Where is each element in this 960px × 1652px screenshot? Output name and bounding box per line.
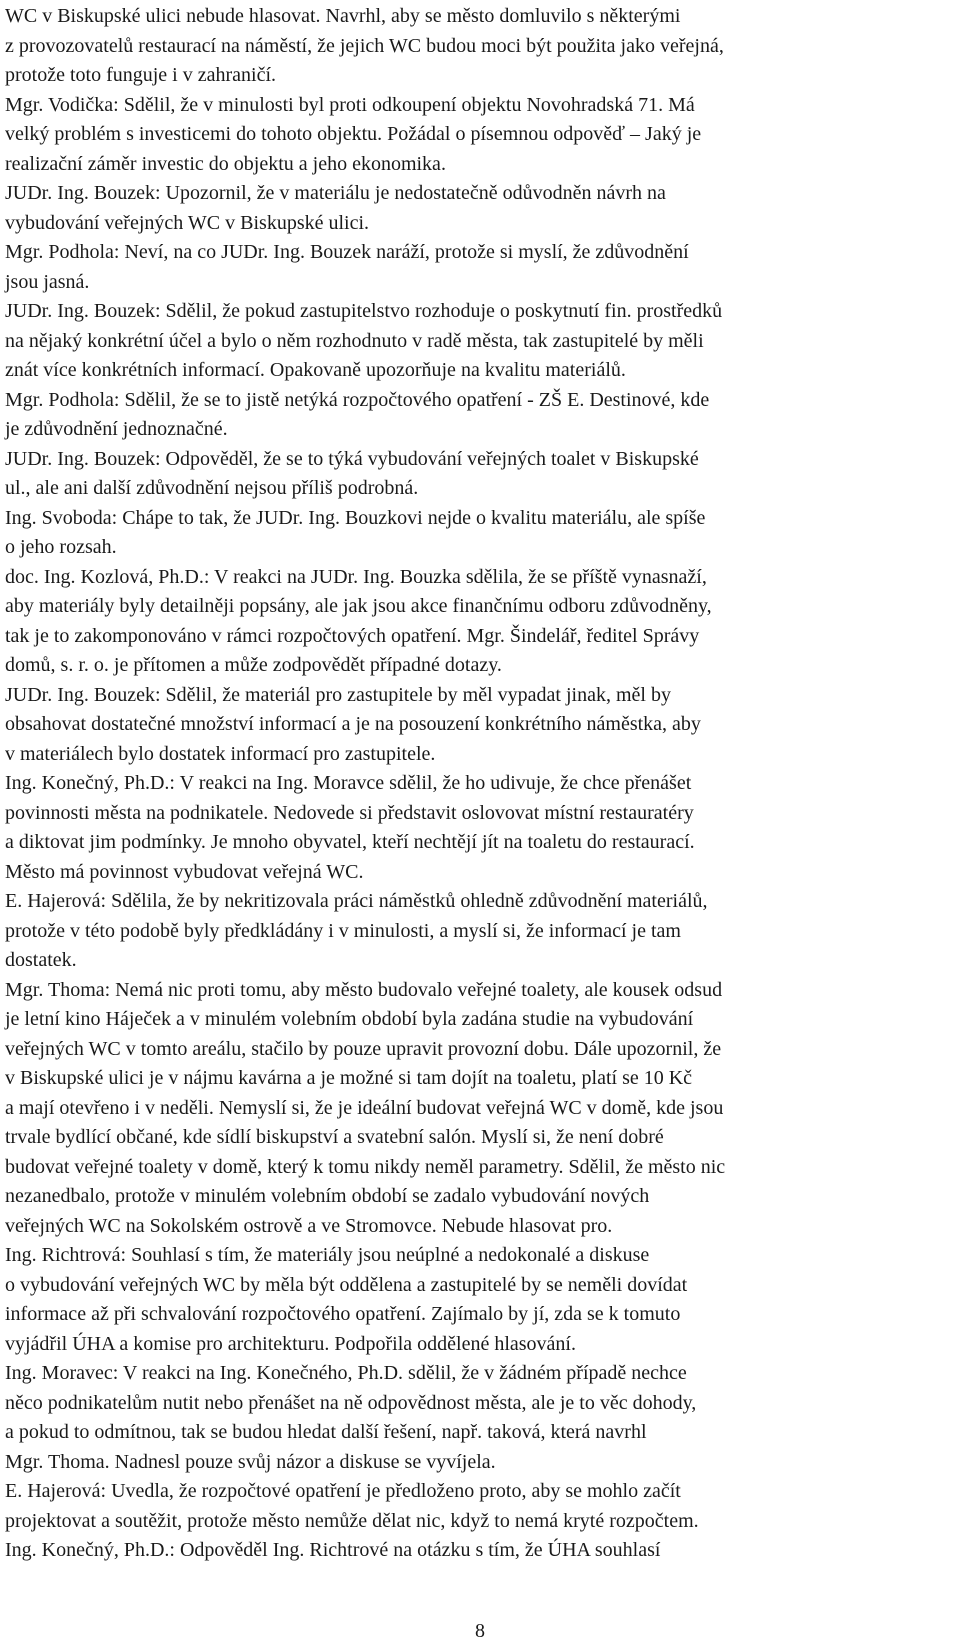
- paragraph: WC v Biskupské ulici nebude hlasovat. Navrhl, aby se město domluvilo s některými z provozovatelů restaurací na náměstí, že jejich WC budou moci být použita jako veřejná, protože toto funguje i v zahraničí.: [5, 5, 724, 86]
- paragraph: Mgr. Podhola: Sdělil, že se to jistě netýká rozpočtového opatření - ZŠ E. Destinové, kde je zdůvodnění jednoznačné.: [5, 388, 710, 440]
- paragraph: JUDr. Ing. Bouzek: Odpověděl, že se to týká vybudování veřejných toalet v Biskupské ul., ale ani další zdůvodnění nejsou příliš podrobná.: [5, 447, 699, 499]
- paragraph: doc. Ing. Kozlová, Ph.D.: V reakci na JUDr. Ing. Bouzka sdělila, že se příště vynasnaží, aby materiály byly detailněji popsány, ale jak jsou akce finančnímu odboru zdůvodněny, tak je to zakomponováno v rámci rozpočtových opatření. Mgr. Šindelář, ředitel Správy domů, s. r. o. je přítomen a může zodpovědět případné dotazy.: [5, 565, 712, 676]
- paragraph: Ing. Richtrová: Souhlasí s tím, že materiály jsou neúplné a nedokonalé a diskuse o vybudování veřejných WC by měla být oddělena a zastupitelé by se neměli dovídat informace až při schvalování rozpočtového opatření. Zajímalo by jí, zda se k tomuto vyjádřil ÚHA a komise pro architekturu. Podpořila oddělené hlasování.: [5, 1244, 688, 1355]
- paragraph: E. Hajerová: Uvedla, že rozpočtové opatření je předloženo proto, aby se mohlo začít projektovat a soutěžit, protože město nemůže dělat nic, když to nemá kryté rozpočtem.: [5, 1480, 699, 1532]
- paragraph: Mgr. Thoma: Nemá nic proti tomu, aby město budovalo veřejné toalety, ale kousek odsud je letní kino Háječek a v minulém volebním období byla zadána studie na vybudování veřejných WC v tomto areálu, stačilo by pouze upravit provozní dobu. Dále upozornil, že v Biskupské ulici je v nájmu kavárna a je možné si tam dojít na toaletu, platí se 10 Kč a mají otevřeno i v neděli. Nemyslí si, že je ideální budovat veřejná WC v domě, kde jsou trvale bydlící občané, kde sídlí biskupství a svatební salón. Myslí si, že není dobré budovat veřejné toalety v domě, který k tomu nikdy neměl parametry. Sdělil, že město nic nezanedbalo, protože v minulém volebním období se zadalo vybudování nových veřejných WC na Sokolském ostrově a ve Stromovce. Nebude hlasovat pro.: [5, 978, 726, 1237]
- paragraph: JUDr. Ing. Bouzek: Sdělil, že pokud zastupitelstvo rozhoduje o poskytnutí fin. prostředků na nějaký konkrétní účel a bylo o něm rozhodnuto v radě města, tak zastupitelé by měli znát více konkrétních informací. Opakovaně upozorňuje na kvalitu materiálů.: [5, 300, 723, 381]
- paragraph: Ing. Konečný, Ph.D.: V reakci na Ing. Moravce sdělil, že ho udivuje, že chce přenášet povinnosti města na podnikatele. Nedovede si představit oslovovat místní restauratéry a diktovat jim podmínky. Je mnoho obyvatel, kteří nechtějí jít na toaletu do restaurací. Město má povinnost vybudovat veřejná WC.: [5, 772, 695, 883]
- paragraph: Ing. Svoboda: Chápe to tak, že JUDr. Ing. Bouzkovi nejde o kvalitu materiálu, ale spíše o jeho rozsah.: [5, 506, 706, 558]
- paragraph: Ing. Moravec: V reakci na Ing. Konečného, Ph.D. sdělil, že v žádném případě nechce něco podnikatelům nutit nebo přenášet na ně odpovědnost města, ale je to věc dohody, a pokud to odmítnou, tak se budou hledat další řešení, např. taková, která navrhl Mgr. Thoma. Nadnesl pouze svůj názor a diskuse se vyvíjela.: [5, 1362, 697, 1473]
- document-body: [5, 2, 955, 1566]
- paragraph: Mgr. Podhola: Neví, na co JUDr. Ing. Bouzek naráží, protože si myslí, že zdůvodnění jsou jasná.: [5, 241, 689, 293]
- paragraph: E. Hajerová: Sdělila, že by nekritizovala práci náměstků ohledně zdůvodnění materiálů, protože v této podobě byly předkládány i v minulosti, a myslí si, že informací je tam dostatek.: [5, 890, 708, 971]
- paragraph: Mgr. Vodička: Sdělil, že v minulosti byl proti odkoupení objektu Novohradská 71. Má velký problém s investicemi do tohoto objektu. Požádal o písemnou odpověď – Jaký je realizační záměr investic do objektu a jeho ekonomika.: [5, 93, 702, 175]
- paragraph: JUDr. Ing. Bouzek: Upozornil, že v materiálu je nedostatečně odůvodněn návrh na vybudování veřejných WC v Biskupské ulici.: [5, 182, 666, 234]
- paragraph: Ing. Konečný, Ph.D.: Odpověděl Ing. Richtrové na otázku s tím, že ÚHA souhlasí: [5, 1539, 661, 1561]
- paragraph: JUDr. Ing. Bouzek: Sdělil, že materiál pro zastupitele by měl vypadat jinak, měl by obsahovat dostatečné množství informací a je na posouzení konkrétního náměstka, aby v materiálech bylo dostatek informací pro zastupitele.: [5, 683, 701, 765]
- page-number: 8: [475, 1620, 485, 1642]
